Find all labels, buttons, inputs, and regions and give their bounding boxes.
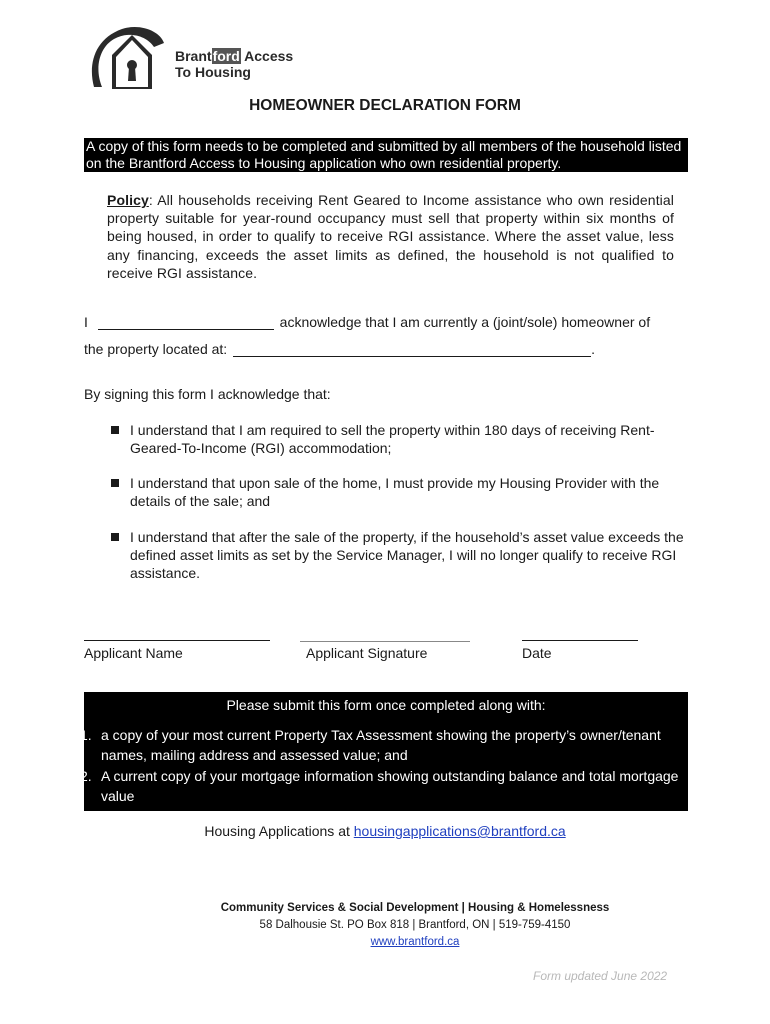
declaration-line: I acknowledge that I am currently a (joint/sole) homeowner of (84, 314, 651, 330)
bullet-square-icon (111, 426, 119, 434)
submit-list (80, 725, 684, 807)
notice-banner: A copy of this form needs to be completed and submitted by all members of the household listed on the Brantford Access to Housing application who own residential property. (84, 138, 688, 172)
applicant-name-label: Applicant Name (84, 645, 183, 661)
list-item: I understand that upon sale of the home, I must provide my Housing Provider with the details of the sale; and (111, 474, 701, 510)
email-link[interactable]: housingapplications@brantford.ca (353, 823, 566, 839)
form-title: HOMEOWNER DECLARATION FORM (249, 97, 521, 114)
submit-instructions-box (80, 692, 688, 811)
property-address-blank-field[interactable] (233, 342, 591, 357)
bullet-square-icon (111, 533, 119, 541)
name-blank-field[interactable] (98, 315, 274, 330)
applicant-signature-line[interactable] (300, 641, 470, 642)
date-line[interactable] (522, 640, 638, 641)
footer-website (0, 936, 770, 948)
applicant-name-line[interactable] (84, 640, 270, 641)
list-item: I understand that I am required to sell the property within 180 days of receiving Rent-Geared-To-Income (RGI) accommodation; (111, 421, 701, 457)
policy-label: Policy (107, 192, 149, 208)
contact-line: Housing Applications at housingapplications@brantford.ca (204, 823, 566, 839)
list-item: 1. a copy of your most current Property Tax Assessment showing the property’s owner/tenant names, mailing address and assessed value; and (80, 726, 661, 763)
website-link[interactable]: www.brantford.ca (370, 936, 460, 948)
list-item: I understand that after the sale of the property, if the household’s asset value exceeds the defined asset limits as set by the Service Manager, I will no longer qualify to receive RGI assistance. (111, 528, 701, 582)
bullet-square-icon (111, 479, 119, 487)
house-keyhole-icon (88, 25, 168, 95)
footer-address: 58 Dalhousie St. PO Box 818 | Brantford, ON | 519-759-4150 (259, 919, 571, 931)
policy-paragraph (107, 191, 674, 282)
form-updated-note: Form updated June 2022 (533, 969, 668, 983)
policy-text: : All households receiving Rent Geared to Income assistance who own residential property suitable for year-round occupancy must sell that property within six months of being housed, in order to qualify to receive RGI assistance. Where the asset value, less any financing, exceeds the asset limits as defined, the household is not qualified to receive RGI assistance. (107, 192, 674, 281)
date-label: Date (522, 645, 552, 661)
list-item: 2. A current copy of your mortgage information showing outstanding balance and total mortgage value (80, 767, 679, 804)
footer-department: Community Services & Social Development | Housing & Homelessness (220, 902, 610, 914)
brand-wordmark: Brantford Access To Housing (175, 48, 294, 80)
property-line: the property located at: . (84, 341, 595, 357)
submit-heading: Please submit this form once completed along with: (226, 697, 546, 713)
acknowledge-lead: By signing this form I acknowledge that: (84, 386, 331, 402)
applicant-signature-label: Applicant Signature (306, 645, 428, 661)
